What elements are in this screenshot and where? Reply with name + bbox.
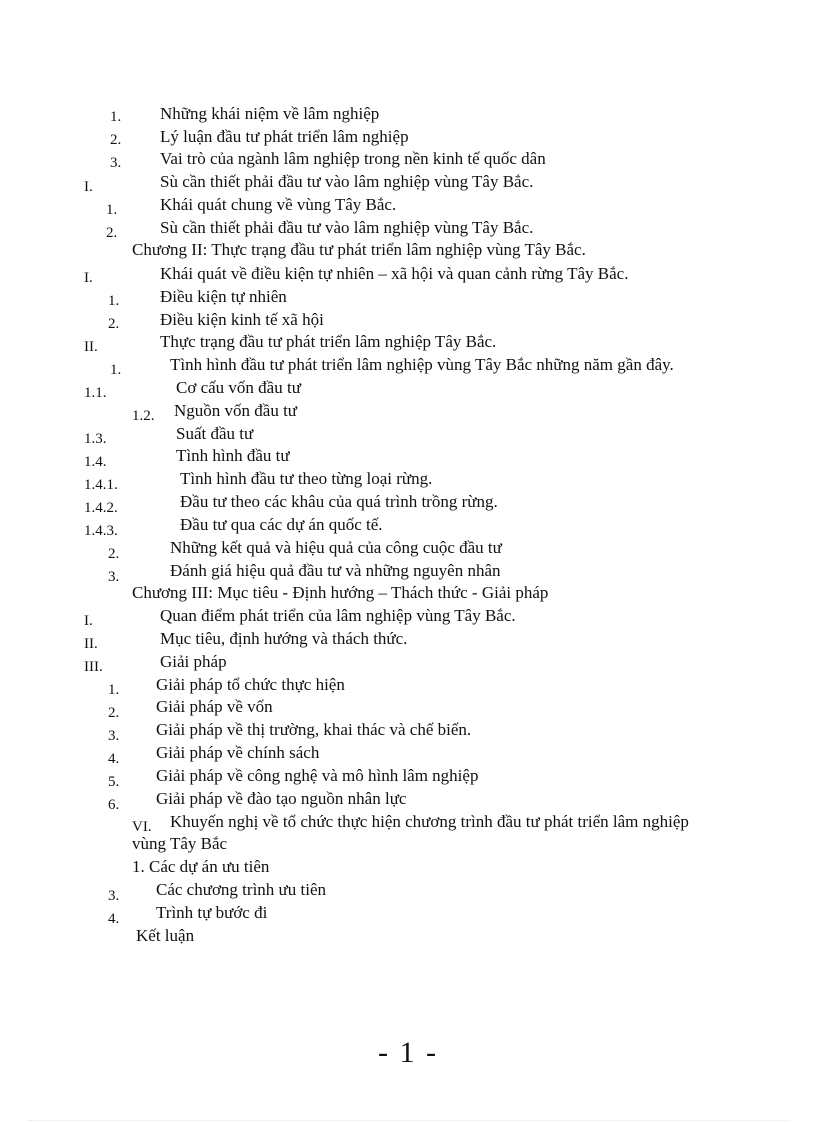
toc-entry: Tình hình đầu tư phát triển lâm nghiệp vùng Tây Bắc những năm gần đây.	[170, 355, 674, 374]
toc-entry: Mục tiêu, định hướng và thách thức.	[160, 629, 408, 648]
chapter-heading: Chương II: Thực trạng đầu tư phát triển lâm nghiệp vùng Tây Bắc.	[132, 240, 586, 259]
toc-number: 1.4.1.	[84, 477, 118, 493]
toc-entry: Suất đầu tư	[176, 424, 254, 443]
toc-number: III.	[84, 659, 103, 675]
toc-conclusion: Kết luận	[136, 926, 195, 945]
toc-entry: Sù cần thiết phải đầu tư vào lâm nghiệp vùng Tây Bắc.	[160, 172, 534, 191]
toc-entry: Trình tự bước đi	[156, 903, 268, 922]
toc-entry: Tình hình đầu tư	[176, 446, 290, 465]
toc-number: 1.4.2.	[84, 500, 118, 516]
toc-entry: Những kết quả và hiệu quả của công cuộc đầu tư	[170, 538, 502, 557]
toc-number: 2.	[108, 546, 120, 562]
toc-entry: Khái quát về điều kiện tự nhiên – xã hội và quan cảnh rừng Tây Bắc.	[160, 264, 629, 283]
toc-entry: Tình hình đầu tư theo từng loại rừng.	[180, 469, 433, 488]
toc-number: I.	[84, 179, 93, 195]
toc-number: I.	[84, 613, 93, 629]
toc-entry: 1. Các dự án ưu tiên	[132, 857, 270, 876]
toc-entry: Giải pháp về đào tạo nguồn nhân lực	[156, 789, 407, 808]
toc-entry: Nguồn vốn đầu tư	[174, 401, 298, 420]
toc-entry: Đầu tư qua các dự án quốc tế.	[180, 515, 383, 534]
toc-entry: Giải pháp tổ chức thực hiện	[156, 675, 345, 694]
toc-number: II.	[84, 339, 98, 355]
toc-entry: Giải pháp về thị trường, khai thác và chế biến.	[156, 720, 472, 739]
toc-number: 4.	[108, 911, 120, 927]
toc-entry: Đầu tư theo các khâu của quá trình trồng rừng.	[180, 492, 498, 511]
toc-number: 1.3.	[84, 431, 107, 447]
toc-number: 2.	[108, 316, 120, 332]
toc-entry: Giải pháp về vốn	[156, 697, 273, 716]
toc-entry: Điều kiện tự nhiên	[160, 287, 287, 306]
toc-number: 1.4.3.	[84, 523, 118, 539]
toc-entry: Vai trò của ngành lâm nghiệp trong nền kinh tế quốc dân	[160, 149, 546, 168]
toc-number: I.	[84, 270, 93, 286]
toc-entry: Giải pháp về chính sách	[156, 743, 320, 762]
toc-entry: Khuyến nghị về tổ chức thực hiện chương trình đầu tư phát triển lâm nghiệp	[170, 812, 689, 831]
toc-number: 5.	[108, 774, 120, 790]
toc-entry: Sù cần thiết phải đầu tư vào lâm nghiệp vùng Tây Bắc.	[160, 218, 534, 237]
toc-entry: Giải pháp về công nghệ và mô hình lâm nghiệp	[156, 766, 479, 785]
toc-entry: Lý luận đầu tư phát triển lâm nghiệp	[160, 127, 409, 146]
toc-number: II.	[84, 636, 98, 652]
toc-number: 2.	[106, 225, 118, 241]
toc-number: 3.	[110, 155, 122, 171]
toc-entry-continuation: vùng Tây Bắc	[132, 834, 228, 853]
toc-number: 1.	[110, 109, 122, 125]
toc-number: 1.	[106, 202, 118, 218]
chapter-heading: Chương III: Mục tiêu - Định hướng – Thách thức - Giải pháp	[132, 583, 549, 602]
toc-entry: Các chương trình ưu tiên	[156, 880, 326, 899]
toc-entry: Cơ cấu vốn đầu tư	[176, 378, 301, 397]
toc-number: 1.	[110, 362, 122, 378]
toc-entry: Giải pháp	[160, 652, 227, 671]
page-number: - 1 -	[378, 1036, 438, 1069]
toc-number: 3.	[108, 569, 120, 585]
toc-number: 1.	[108, 682, 120, 698]
toc-number: 2.	[108, 705, 120, 721]
toc-number: 1.	[108, 293, 120, 309]
toc-number: 3.	[108, 728, 120, 744]
toc-number: 3.	[108, 888, 120, 904]
page-bottom-divider	[28, 1120, 788, 1121]
toc-entry: Quan điểm phát triển của lâm nghiệp vùng Tây Bắc.	[160, 606, 516, 625]
toc-entry: Những khái niệm về lâm nghiệp	[160, 104, 380, 123]
toc-number: 1.2.	[132, 408, 155, 424]
toc-entry: Điều kiện kinh tế xã hội	[160, 310, 324, 329]
toc-number: 4.	[108, 751, 120, 767]
toc-number: 2.	[110, 132, 122, 148]
toc-entry: Đánh giá hiệu quả đầu tư và những nguyên nhân	[170, 561, 501, 580]
toc-number: 1.4.	[84, 454, 107, 470]
toc-number: 1.1.	[84, 385, 107, 401]
toc-number: 6.	[108, 797, 120, 813]
toc-entry: Khái quát chung về vùng Tây Bắc.	[160, 195, 397, 214]
toc-entry: Thực trạng đầu tư phát triển lâm nghiệp Tây Bắc.	[160, 332, 497, 351]
toc-number: VI.	[132, 819, 152, 835]
